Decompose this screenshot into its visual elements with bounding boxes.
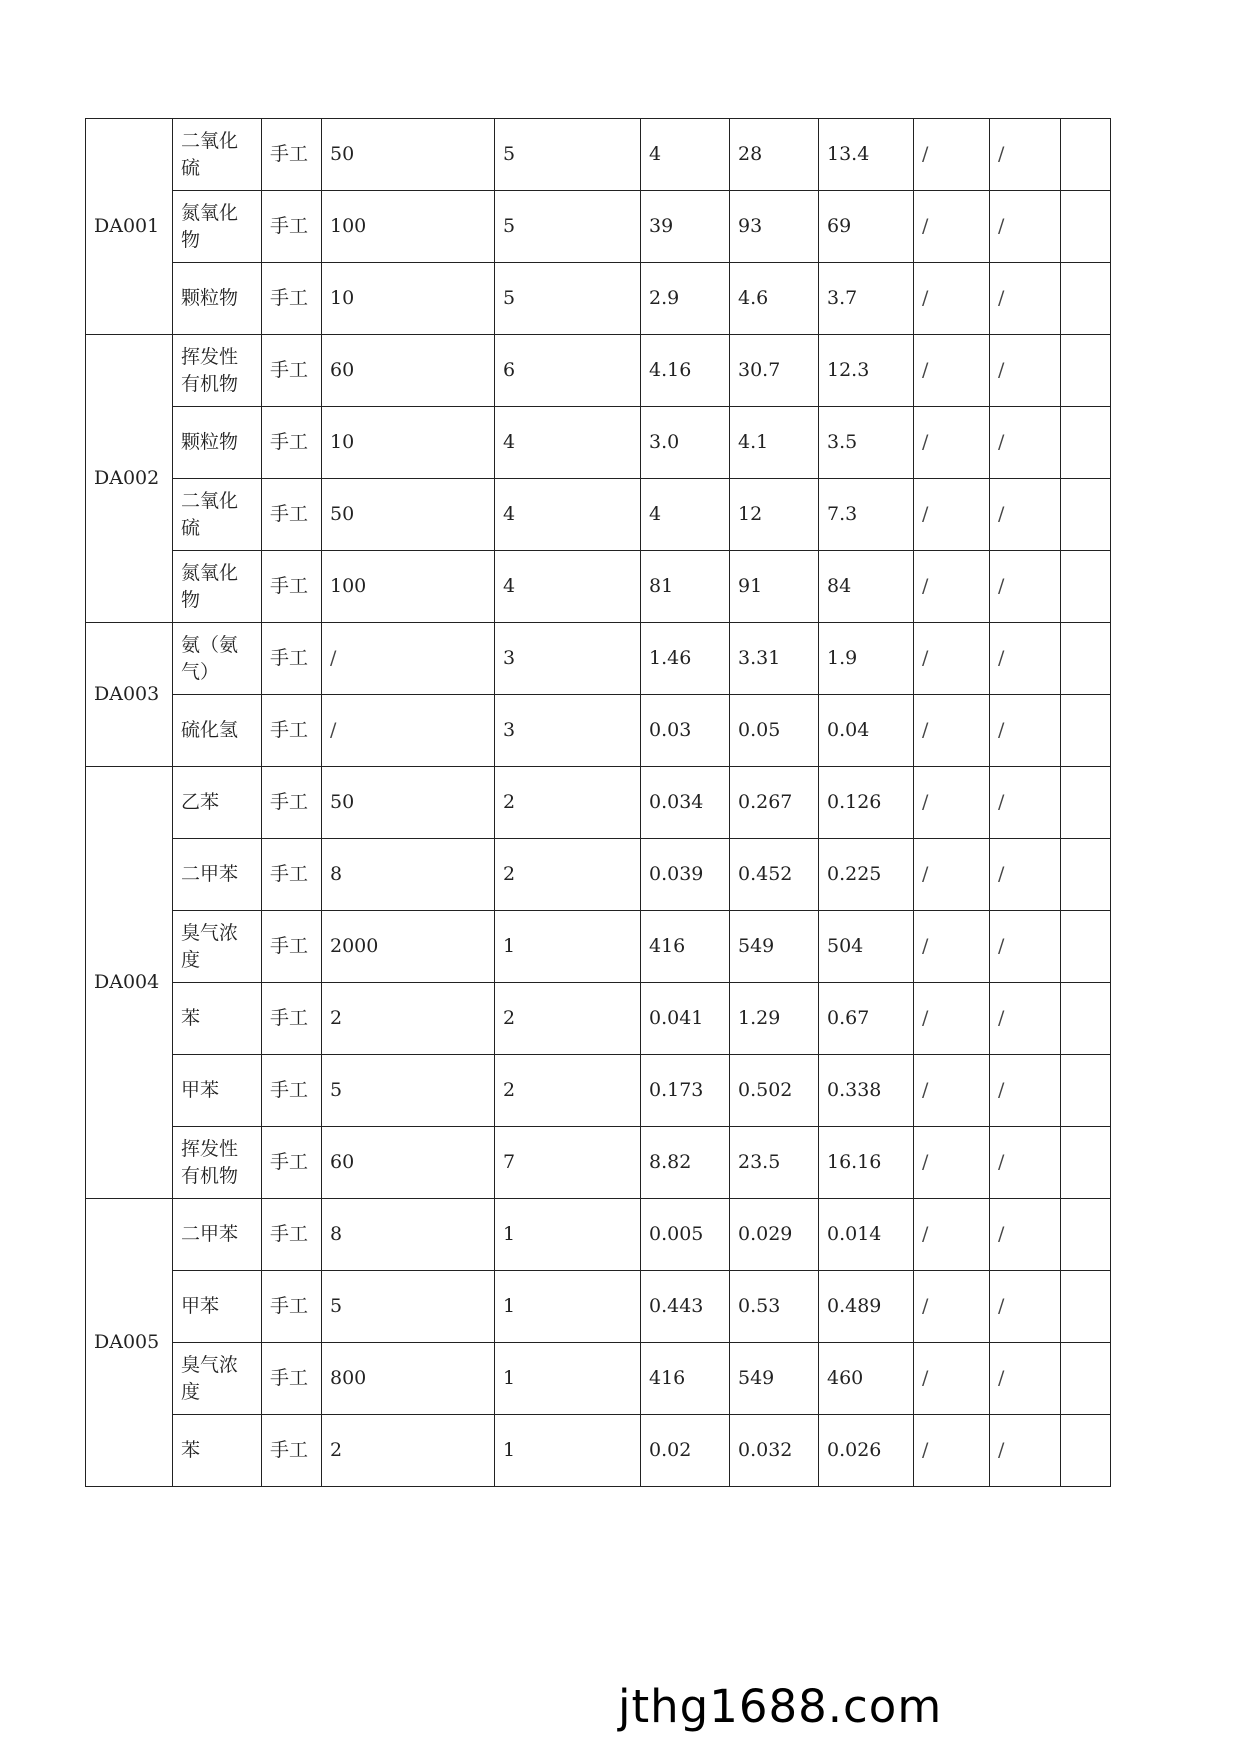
table-row — [86, 335, 1111, 407]
exceed-count-cell: / — [914, 695, 990, 767]
exceed-rate-cell: / — [990, 407, 1061, 479]
method-cell: 手工 — [262, 119, 322, 191]
count-cell: 1 — [495, 911, 641, 983]
count-cell: 3 — [495, 695, 641, 767]
method-cell: 手工 — [262, 623, 322, 695]
table-row — [86, 551, 1111, 623]
method-cell: 手工 — [262, 1127, 322, 1199]
outlet-id-cell: DA002 — [86, 335, 173, 623]
method-cell: 手工 — [262, 911, 322, 983]
exceed-rate-cell: / — [990, 191, 1061, 263]
watermark-text: jthg1688.com — [618, 1680, 943, 1733]
count-cell: 2 — [495, 983, 641, 1055]
table-body — [86, 119, 1111, 1487]
exceed-count-cell: / — [914, 1199, 990, 1271]
limit-cell: 100 — [322, 551, 495, 623]
method-cell: 手工 — [262, 695, 322, 767]
limit-cell: 100 — [322, 191, 495, 263]
max-cell: 549 — [730, 1343, 819, 1415]
pollutant-cell: 苯 — [173, 1415, 262, 1487]
exceed-count-cell: / — [914, 1271, 990, 1343]
max-cell: 28 — [730, 119, 819, 191]
count-cell: 6 — [495, 335, 641, 407]
exceed-count-cell: / — [914, 623, 990, 695]
avg-cell: 16.16 — [819, 1127, 914, 1199]
remark-cell — [1061, 479, 1111, 551]
min-cell: 4 — [641, 479, 730, 551]
pollutant-cell: 苯 — [173, 983, 262, 1055]
pollutant-cell: 二氧化硫 — [173, 119, 262, 191]
max-cell: 0.53 — [730, 1271, 819, 1343]
method-cell: 手工 — [262, 551, 322, 623]
remark-cell — [1061, 1415, 1111, 1487]
avg-cell: 0.026 — [819, 1415, 914, 1487]
exceed-rate-cell: / — [990, 983, 1061, 1055]
count-cell: 4 — [495, 551, 641, 623]
remark-cell — [1061, 1271, 1111, 1343]
remark-cell — [1061, 263, 1111, 335]
avg-cell: 12.3 — [819, 335, 914, 407]
exceed-rate-cell: / — [990, 839, 1061, 911]
avg-cell: 1.9 — [819, 623, 914, 695]
remark-cell — [1061, 983, 1111, 1055]
exceed-count-cell: / — [914, 767, 990, 839]
max-cell: 3.31 — [730, 623, 819, 695]
pollutant-cell: 挥发性有机物 — [173, 1127, 262, 1199]
limit-cell: 8 — [322, 1199, 495, 1271]
limit-cell: 2000 — [322, 911, 495, 983]
method-cell: 手工 — [262, 263, 322, 335]
exceed-count-cell: / — [914, 335, 990, 407]
method-cell: 手工 — [262, 191, 322, 263]
table-row — [86, 1055, 1111, 1127]
remark-cell — [1061, 119, 1111, 191]
min-cell: 416 — [641, 1343, 730, 1415]
max-cell: 0.267 — [730, 767, 819, 839]
limit-cell: / — [322, 695, 495, 767]
limit-cell: 10 — [322, 407, 495, 479]
remark-cell — [1061, 839, 1111, 911]
exceed-count-cell: / — [914, 1127, 990, 1199]
outlet-id-cell: DA004 — [86, 767, 173, 1199]
avg-cell: 3.7 — [819, 263, 914, 335]
exceed-rate-cell: / — [990, 1343, 1061, 1415]
remark-cell — [1061, 911, 1111, 983]
max-cell: 93 — [730, 191, 819, 263]
avg-cell: 460 — [819, 1343, 914, 1415]
table-row — [86, 839, 1111, 911]
method-cell: 手工 — [262, 1199, 322, 1271]
count-cell: 1 — [495, 1199, 641, 1271]
min-cell: 0.02 — [641, 1415, 730, 1487]
exceed-rate-cell: / — [990, 1271, 1061, 1343]
exceed-count-cell: / — [914, 911, 990, 983]
min-cell: 0.005 — [641, 1199, 730, 1271]
limit-cell: 50 — [322, 119, 495, 191]
count-cell: 2 — [495, 767, 641, 839]
outlet-id-cell: DA003 — [86, 623, 173, 767]
method-cell: 手工 — [262, 839, 322, 911]
limit-cell: 60 — [322, 1127, 495, 1199]
table-row — [86, 623, 1111, 695]
exceed-rate-cell: / — [990, 551, 1061, 623]
avg-cell: 0.014 — [819, 1199, 914, 1271]
count-cell: 1 — [495, 1343, 641, 1415]
min-cell: 0.039 — [641, 839, 730, 911]
method-cell: 手工 — [262, 767, 322, 839]
count-cell: 5 — [495, 119, 641, 191]
exceed-count-cell: / — [914, 1055, 990, 1127]
limit-cell: 5 — [322, 1271, 495, 1343]
table-row — [86, 119, 1111, 191]
pollutant-cell: 甲苯 — [173, 1055, 262, 1127]
max-cell: 1.29 — [730, 983, 819, 1055]
method-cell: 手工 — [262, 479, 322, 551]
pollutant-cell: 臭气浓度 — [173, 911, 262, 983]
table-row — [86, 191, 1111, 263]
avg-cell: 7.3 — [819, 479, 914, 551]
min-cell: 3.0 — [641, 407, 730, 479]
exceed-rate-cell: / — [990, 623, 1061, 695]
limit-cell: 10 — [322, 263, 495, 335]
remark-cell — [1061, 191, 1111, 263]
method-cell: 手工 — [262, 1055, 322, 1127]
remark-cell — [1061, 335, 1111, 407]
exceed-rate-cell: / — [990, 767, 1061, 839]
avg-cell: 0.489 — [819, 1271, 914, 1343]
avg-cell: 3.5 — [819, 407, 914, 479]
remark-cell — [1061, 767, 1111, 839]
limit-cell: 50 — [322, 767, 495, 839]
min-cell: 0.034 — [641, 767, 730, 839]
avg-cell: 0.225 — [819, 839, 914, 911]
outlet-id-cell: DA005 — [86, 1199, 173, 1487]
max-cell: 0.452 — [730, 839, 819, 911]
avg-cell: 504 — [819, 911, 914, 983]
pollutant-cell: 氮氧化物 — [173, 191, 262, 263]
avg-cell: 69 — [819, 191, 914, 263]
count-cell: 2 — [495, 1055, 641, 1127]
avg-cell: 84 — [819, 551, 914, 623]
pollutant-cell: 二氧化硫 — [173, 479, 262, 551]
min-cell: 2.9 — [641, 263, 730, 335]
min-cell: 1.46 — [641, 623, 730, 695]
pollutant-cell: 颗粒物 — [173, 407, 262, 479]
table-row — [86, 479, 1111, 551]
exceed-rate-cell: / — [990, 911, 1061, 983]
max-cell: 0.029 — [730, 1199, 819, 1271]
limit-cell: 8 — [322, 839, 495, 911]
min-cell: 0.443 — [641, 1271, 730, 1343]
table-row — [86, 263, 1111, 335]
max-cell: 4.6 — [730, 263, 819, 335]
exceed-count-cell: / — [914, 119, 990, 191]
pollutant-cell: 氨（氨气） — [173, 623, 262, 695]
limit-cell: 5 — [322, 1055, 495, 1127]
min-cell: 0.03 — [641, 695, 730, 767]
max-cell: 0.05 — [730, 695, 819, 767]
method-cell: 手工 — [262, 335, 322, 407]
exceed-count-cell: / — [914, 191, 990, 263]
table-row — [86, 407, 1111, 479]
avg-cell: 0.04 — [819, 695, 914, 767]
limit-cell: 60 — [322, 335, 495, 407]
pollutant-cell: 挥发性有机物 — [173, 335, 262, 407]
pollutant-cell: 硫化氢 — [173, 695, 262, 767]
method-cell: 手工 — [262, 1271, 322, 1343]
pollutant-cell: 氮氧化物 — [173, 551, 262, 623]
min-cell: 0.173 — [641, 1055, 730, 1127]
min-cell: 4 — [641, 119, 730, 191]
exceed-count-cell: / — [914, 1415, 990, 1487]
remark-cell — [1061, 695, 1111, 767]
exceed-rate-cell: / — [990, 479, 1061, 551]
exceed-count-cell: / — [914, 263, 990, 335]
max-cell: 549 — [730, 911, 819, 983]
remark-cell — [1061, 1127, 1111, 1199]
count-cell: 7 — [495, 1127, 641, 1199]
limit-cell: / — [322, 623, 495, 695]
table-row — [86, 983, 1111, 1055]
pollutant-cell: 乙苯 — [173, 767, 262, 839]
table-row — [86, 1127, 1111, 1199]
limit-cell: 800 — [322, 1343, 495, 1415]
remark-cell — [1061, 623, 1111, 695]
remark-cell — [1061, 1199, 1111, 1271]
max-cell: 23.5 — [730, 1127, 819, 1199]
exceed-rate-cell: / — [990, 1127, 1061, 1199]
remark-cell — [1061, 551, 1111, 623]
exceed-rate-cell: / — [990, 1415, 1061, 1487]
exceed-count-cell: / — [914, 407, 990, 479]
min-cell: 0.041 — [641, 983, 730, 1055]
table-row — [86, 1199, 1111, 1271]
max-cell: 91 — [730, 551, 819, 623]
method-cell: 手工 — [262, 407, 322, 479]
remark-cell — [1061, 407, 1111, 479]
avg-cell: 13.4 — [819, 119, 914, 191]
exceed-count-cell: / — [914, 551, 990, 623]
max-cell: 4.1 — [730, 407, 819, 479]
exceed-count-cell: / — [914, 839, 990, 911]
pollutant-cell: 二甲苯 — [173, 1199, 262, 1271]
count-cell: 1 — [495, 1415, 641, 1487]
exceed-rate-cell: / — [990, 1199, 1061, 1271]
exceed-count-cell: / — [914, 1343, 990, 1415]
exceed-rate-cell: / — [990, 1055, 1061, 1127]
monitoring-results-table — [85, 118, 1111, 1487]
count-cell: 5 — [495, 191, 641, 263]
min-cell: 8.82 — [641, 1127, 730, 1199]
exceed-rate-cell: / — [990, 263, 1061, 335]
table-row — [86, 767, 1111, 839]
remark-cell — [1061, 1055, 1111, 1127]
max-cell: 30.7 — [730, 335, 819, 407]
count-cell: 4 — [495, 407, 641, 479]
avg-cell: 0.126 — [819, 767, 914, 839]
min-cell: 416 — [641, 911, 730, 983]
limit-cell: 2 — [322, 1415, 495, 1487]
remark-cell — [1061, 1343, 1111, 1415]
count-cell: 4 — [495, 479, 641, 551]
max-cell: 12 — [730, 479, 819, 551]
method-cell: 手工 — [262, 1343, 322, 1415]
count-cell: 2 — [495, 839, 641, 911]
min-cell: 39 — [641, 191, 730, 263]
exceed-count-cell: / — [914, 479, 990, 551]
outlet-id-cell: DA001 — [86, 119, 173, 335]
count-cell: 5 — [495, 263, 641, 335]
min-cell: 4.16 — [641, 335, 730, 407]
min-cell: 81 — [641, 551, 730, 623]
limit-cell: 50 — [322, 479, 495, 551]
table-row — [86, 1415, 1111, 1487]
count-cell: 1 — [495, 1271, 641, 1343]
table-row — [86, 695, 1111, 767]
limit-cell: 2 — [322, 983, 495, 1055]
pollutant-cell: 臭气浓度 — [173, 1343, 262, 1415]
avg-cell: 0.67 — [819, 983, 914, 1055]
max-cell: 0.032 — [730, 1415, 819, 1487]
pollutant-cell: 甲苯 — [173, 1271, 262, 1343]
exceed-rate-cell: / — [990, 695, 1061, 767]
pollutant-cell: 二甲苯 — [173, 839, 262, 911]
method-cell: 手工 — [262, 1415, 322, 1487]
exceed-rate-cell: / — [990, 335, 1061, 407]
avg-cell: 0.338 — [819, 1055, 914, 1127]
method-cell: 手工 — [262, 983, 322, 1055]
pollutant-cell: 颗粒物 — [173, 263, 262, 335]
table-row — [86, 911, 1111, 983]
max-cell: 0.502 — [730, 1055, 819, 1127]
count-cell: 3 — [495, 623, 641, 695]
table-row — [86, 1271, 1111, 1343]
exceed-count-cell: / — [914, 983, 990, 1055]
table-row — [86, 1343, 1111, 1415]
exceed-rate-cell: / — [990, 119, 1061, 191]
